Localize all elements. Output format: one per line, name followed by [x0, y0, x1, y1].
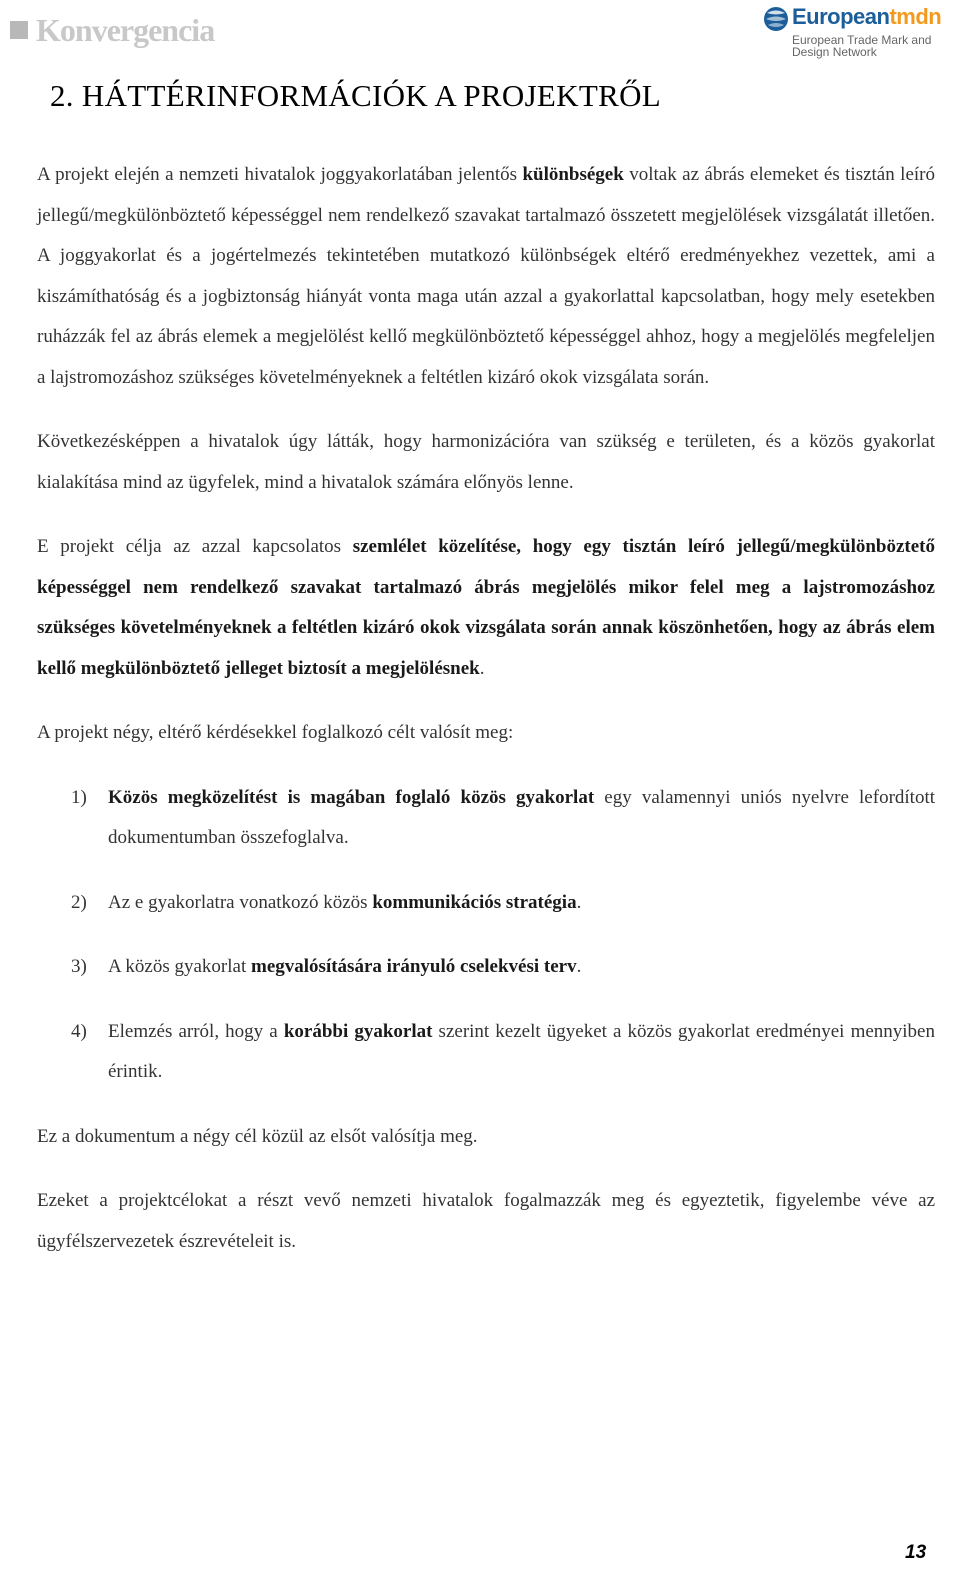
- brand-title: Konvergencia: [36, 12, 215, 48]
- list-item: [37, 1012, 935, 1093]
- paragraph-1-text-a: A projekt elején a nemzeti hivatalok joggyakorlatában jelentős: [37, 164, 523, 185]
- list-item-text-c: .: [576, 956, 582, 977]
- list-item-text: [108, 947, 935, 988]
- paragraph-3-bold: szemlélet közelítése, hogy egy tisztán leíró jellegű/megkülönböztető képességgel nem rendelkező szavakat tartalmazó ábrás megjelölés mikor felel meg a lajstromozáshoz szükséges követelményeknek a feltétlen kizáró okok vizsgálata során annak köszönhetően, hogy az ábrás elem kellő megkülönböztető jelleget biztosít a megjelölésnek: [37, 536, 935, 679]
- page-number: 13: [905, 1542, 927, 1563]
- list-item-number: 4): [71, 1020, 87, 1042]
- list-item-text: [108, 1012, 935, 1093]
- list-item-bold: megvalósítására irányuló cselekvési terv: [251, 956, 577, 977]
- paragraph-1-text-c: voltak az ábrás elemeket és tisztán leíró jellegű/megkülönböztető képességgel nem rendelkező szavakat tartalmazó összetett megjelölések vizsgálatát illetően. A joggyakorlat és a jogértelmezés tekintetében mutatkozó különbségek eltérő eredményekhez vezettek, ami a kiszámíthatóság és a jogbiztonság hiányát vonta maga után azzal a gyakorlattal kapcsolatban, hogy mely esetekben ruházzák fel az ábrás elemek a megjelölést kellő megkülönböztető képességgel ahhoz, hogy a megjelölés megfeleljen a lajstromozáshoz szükséges követelményeknek a feltétlen kizáró okok vizsgálata során.: [37, 164, 935, 388]
- paragraph-1: [37, 155, 935, 398]
- globe-logo-icon: [762, 4, 790, 34]
- list-item-text-c: .: [576, 891, 582, 913]
- list-item-bold: korábbi gyakorlat: [283, 1020, 433, 1042]
- etmdn-logo: [762, 2, 957, 62]
- page-header: [0, 0, 960, 70]
- logo-subtitle-line1: European Trade Mark and: [792, 33, 932, 47]
- document-body: [37, 155, 935, 1286]
- paragraph-3: [37, 527, 935, 689]
- paragraph-3-text-a: E projekt célja az azzal kapcsolatos: [37, 536, 353, 557]
- list-item: [37, 883, 935, 924]
- brand: [10, 12, 214, 48]
- paragraph-2: Következésképpen a hivatalok úgy látták, hogy harmonizációra van szükség e területen, és a közös gyakorlat kialakítása mind az ügyfelek, mind a hivatalok számára előnyös lenne.: [37, 431, 935, 493]
- paragraph-3-text-c: .: [479, 657, 485, 679]
- brand-square-icon: [10, 21, 28, 39]
- objectives-list: [37, 778, 935, 1093]
- list-item-text-a: Az e gyakorlatra vonatkozó közös: [108, 891, 373, 913]
- list-item-number: 2): [71, 891, 87, 913]
- list-item-bold: kommunikációs stratégia: [372, 891, 577, 913]
- list-item-number: 3): [71, 956, 87, 977]
- logo-subtitle: [792, 34, 931, 58]
- list-item: [37, 778, 935, 859]
- list-item-number: 1): [71, 786, 87, 808]
- paragraph-1-bold: különbségek: [522, 164, 624, 185]
- list-item-text: [108, 778, 935, 859]
- list-item: [37, 947, 935, 988]
- logo-wordmark: Europeantmdn: [792, 4, 942, 29]
- section-title: 2. HÁTTÉRINFORMÁCIÓK A PROJEKTRŐL: [50, 78, 661, 113]
- list-item-text-c: szerint kezelt ügyeket a közös gyakorlat eredményei mennyiben érintik.: [108, 1020, 935, 1082]
- paragraph-6: Ezeket a projektcélokat a részt vevő nemzeti hivatalok fogalmazzák meg és egyeztetik, figyelembe véve az ügyfélszervezetek észrevételeit is.: [37, 1190, 935, 1252]
- paragraph-4: A projekt négy, eltérő kérdésekkel foglalkozó célt valósít meg:: [37, 722, 514, 743]
- list-item-text: [108, 883, 935, 924]
- paragraph-5: Ez a dokumentum a négy cél közül az elsőt valósítja meg.: [37, 1125, 478, 1147]
- logo-subtitle-line2: Design Network: [792, 45, 877, 59]
- list-item-text-a: A közös gyakorlat: [108, 956, 252, 977]
- list-item-text-a: Elemzés arról, hogy a: [108, 1020, 284, 1042]
- list-item-text-c: egy valamennyi uniós nyelvre lefordított dokumentumban összefoglalva.: [108, 786, 936, 848]
- list-item-bold: Közös megközelítést is magában foglaló közös gyakorlat: [108, 786, 595, 808]
